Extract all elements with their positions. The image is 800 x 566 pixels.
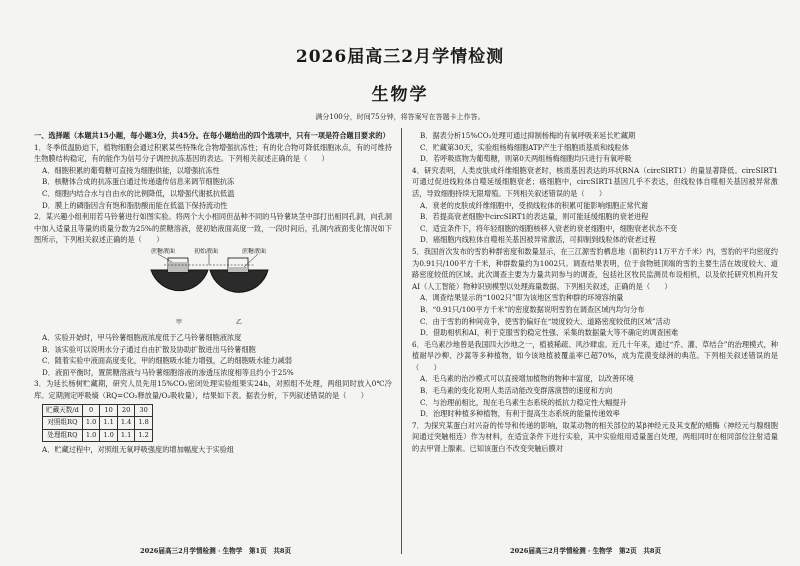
- question-5-option-d: D．借助相机和AI，利于克服雪豹稳定性强、采集的数据量大等不确定的调查困难: [420, 328, 679, 338]
- question-6-option-b: B．毛乌素的变化说明人类活动能改变群落演替的速度和方向: [420, 386, 613, 396]
- question-4-option-a: A．衰老的皮肤成纤维细胞中，受损线粒体的积累可能影响细胞正常代谢: [420, 200, 649, 210]
- question-2-stem: 2．某兴趣小组利用若马铃薯进行如图实验。将两个大小相同但品种不同的马铃薯块茎中部打出相同孔洞，向孔洞中加入适量且等量的质量分数为25%的蔗糖溶液，使初始液面高度一致，一段时间后，孔洞内液面变化情况如下图所示，下列相关叙述正确的是（ ）: [34, 212, 392, 245]
- table-row: [43, 417, 153, 430]
- question-3-stem: 3．为延长杨树贮藏期，研究人员先用15%CO₂密闭处理实验组果实24h，对照组不处理，两组同时放入0℃冷库。定期测定呼吸熵（RQ=CO₂释放量/O₂吸收量），结果如下表。据表分析，下列叙述错误的是（ ）: [34, 379, 392, 400]
- question-4-stem: 4．研究表明，人类皮肤成纤维细胞衰老时，核质基因表达的环状RNA（circSIRT1）的量显著降低。circSIRT1可通过促进线粒体自噬延缓细胞衰老；癌细胞中，circSIRT1基因几乎不表达，但线粒体自噬相关基因被异常激活，导致细胞持续无限增殖。下列相关叙述错误的是（ ）: [412, 165, 778, 198]
- question-1-option-a: A．细胞积累的葡萄糖可直接为细胞供能，以增强抗冻性: [42, 165, 220, 175]
- section-heading: 一、选择题（本题共15小题，每小题3分，共45分。在每小题给出的四个选项中，只有一项是符合题目要求的）: [34, 131, 390, 140]
- table-header-cell: 0: [82, 404, 100, 417]
- rq-table: [42, 404, 153, 443]
- question-3-option-d: D．若呼吸底物为葡萄糖，则第0天两组杨梅细胞均只进行有氧呼吸: [420, 154, 632, 164]
- potato-diagram: [146, 248, 276, 328]
- fig-label-sucrose-left: 蔗糖液面: [151, 247, 176, 255]
- question-2-option-b: B．该实验可以说明水分子通过自由扩散及协助扩散进出马铃薯细胞: [42, 344, 256, 354]
- table-header-row: [43, 404, 153, 417]
- fig-label-initial: 初始液面: [194, 247, 219, 255]
- question-2-option-c: C．随着实验中液面高度变化，甲的细胞吸水能力增强，乙的细胞吸水能力减弱: [42, 356, 292, 366]
- question-2-option-a: A．实验开始时，甲马铃薯细胞液浓度低于乙马铃薯细胞液浓度: [42, 332, 242, 342]
- page-title: 2026届高三2月学情检测: [295, 47, 505, 67]
- question-3-option-a: A．贮藏过程中，对照组无氧呼吸强度的增加幅度大于实验组: [42, 445, 235, 455]
- question-5-option-a: A．调查结果显示的“1002只”即为该地区雪豹种群的环境容纳量: [420, 293, 624, 303]
- page-footer-left: 2026届高三2月学情检测 · 生物学 第1页 共8页: [140, 547, 292, 555]
- table-cell: 1.1: [100, 417, 118, 430]
- fig-label-jia: 甲: [176, 318, 183, 326]
- question-5-option-c: C．由于雪豹的种间竞争，使雪豹偏好在“坡度较大、道路密度较低的区域”活动: [420, 316, 671, 326]
- column-divider: [401, 128, 402, 554]
- table-header-cell: 20: [117, 404, 135, 417]
- left-column: [34, 130, 392, 456]
- table-cell: 对照组RQ: [43, 417, 83, 430]
- question-1-stem: 1．冬季低温胁迫下，植物细胞会通过积累某些特殊化合物增强抗冻性；有的化合物可降低细胞冰点，有的可维持生物膜结构稳定，有的能作为信号分子调控抗冻基因的表达。下列相关叙述正确的是（ ）: [34, 142, 392, 164]
- question-1-option-b: B．核糖体合成的抗冻蛋白通过传递遗传信息来调节细胞抗冻: [42, 177, 235, 187]
- table-cell: 1.8: [135, 417, 153, 430]
- question-7-stem: 7．为探究某蛋白对兴奋的传导和传递的影响，取某动物的相关部位的某β神经元及其支配的蜡酶（神经元与腺细胞间通过突触相连）作为材料，在适宜条件下进行实验，其中实验组用适量蛋白处理，两组同时在相同部位注射适量的去甲肾上腺素。已知该蛋白不改变突触后膜对: [412, 420, 778, 454]
- exam-note: 满分100分，时间75分钟，将答案写在答题卡上作答。: [315, 113, 485, 121]
- right-column: [412, 130, 778, 455]
- question-5-option-b: B．“0.91只/100平方千米”的密度数据说明雪豹在调查区域内均匀分布: [420, 304, 645, 314]
- table-header-cell: 贮藏天数/d: [43, 404, 83, 417]
- question-3-option-b: B．据表分析15%CO₂处理可通过抑制杨梅的有氧呼吸来延长贮藏期: [420, 131, 636, 140]
- question-5-stem: 5．我国首次发布的雪豹种群密度和数量显示，在三江源雪豹栖息地（面积约11万平方千米）内，雪豹的平均密度约为0.91只/100平方千米，种群数量约为1002只。调查结果表明，位于食物链顶端的雪豹主要生活在坡度较大、道路密度较低的区域。此次调查主要为力量共同参与的调查，包括社区牧民监测员布设相机，以及依托研究机构开发AI（人工智能）物种识别模型以处理海量数据。下列相关叙述，正确的是（ ）: [412, 246, 778, 291]
- question-1-option-d: D．膜上的磷脂因含有饱和脂肪酸而能在低温下保持流动性: [42, 200, 228, 210]
- question-3-option-c: C．贮藏第30天，实验组杨梅细胞ATP产生于细胞质基质和线粒体: [420, 142, 629, 152]
- table-cell: 处理组RQ: [43, 429, 83, 442]
- fig-label-sucrose-right: 蔗糖液面: [242, 247, 267, 255]
- question-6-option-c: C．与治理前相比，现在毛乌素生态系统的抵抗力稳定性大幅提升: [420, 397, 627, 407]
- table-cell: 1.0: [100, 429, 118, 442]
- fig-label-yi: 乙: [236, 318, 243, 326]
- subject-title: 生物学: [371, 85, 429, 105]
- question-2-option-d: D．液面平衡时，置蔗糖溶液与马铃薯细胞溶液的渗透压浓度相等且约小于25%: [42, 367, 294, 377]
- table-row: [43, 429, 153, 442]
- table-cell: 1.0: [82, 417, 100, 430]
- table-cell: 1.4: [117, 417, 135, 430]
- question-6-stem: 6．毛乌素沙地曾是我国四大沙地之一，植被稀疏、风沙肆虐。近几十年来，通过“乔、灌、草结合”的治理模式，种植耐旱沙柳、沙蒿等多种植物，如今该地植被覆盖率已超70%，成为荒漠变绿洲的典范。下列相关叙述错误的是（ ）: [412, 339, 778, 372]
- table-header-cell: 10: [100, 404, 118, 417]
- table-cell: 1.2: [135, 429, 153, 442]
- question-1-option-c: C．细胞内结合水与自由水的比例降低，以增强代谢抵抗低温: [42, 188, 235, 198]
- question-4-option-c: C．适宜条件下，将年轻细胞的细胞核移入衰老的衰老细胞中，细胞衰老状态不变: [420, 223, 678, 233]
- potato-osmosis-figure: [34, 248, 392, 330]
- table-header-cell: 30: [135, 404, 153, 417]
- question-4-option-d: D．癌细胞内线粒体自噬相关基因被异常激活，可抑制到线粒体的衰老过程: [420, 235, 656, 245]
- question-6-option-d: D．治理时种植多种植物，有利于提高生态系统的能量传递效率: [420, 409, 620, 419]
- page-footer-right: 2026届高三2月学情检测 · 生物学 第2页 共8页: [510, 547, 662, 555]
- table-cell: 1.0: [82, 429, 100, 442]
- question-6-option-a: A．毛乌素的治沙模式可以直接增加植物的物种丰富度，以改善环境: [420, 374, 634, 384]
- question-4-option-b: B．若提高衰老细胞中circSIRT1的表达量，则可能延缓细胞的衰老进程: [420, 212, 649, 222]
- table-cell: 1.1: [117, 429, 135, 442]
